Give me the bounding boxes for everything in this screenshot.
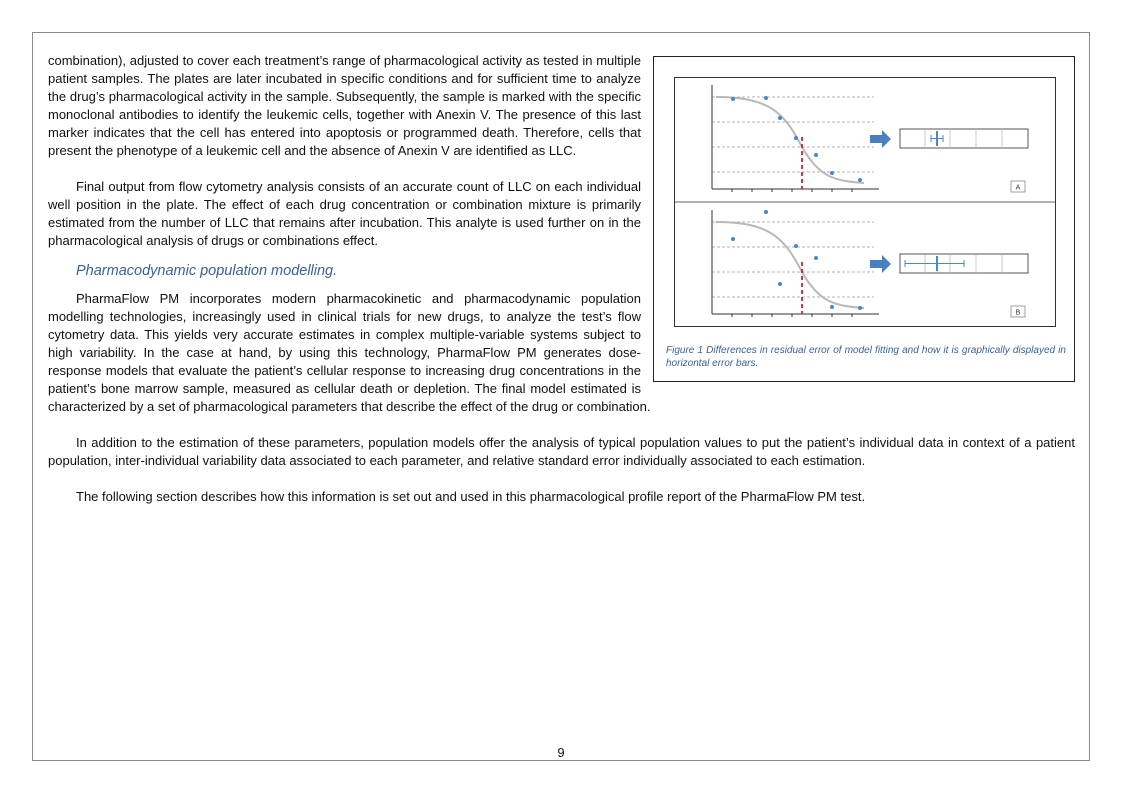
document-body xyxy=(48,52,1075,506)
paragraph-3: PharmaFlow PM incorporates modern pharmacokinetic and pharmacodynamic population modelling technologies, increasingly used in clinical trials for new drugs, to analyze the test’s flow cytometry data. This yields very accurate estimates in complex multiple-variable systems subject to high variability. In the case at hand, by using this technology, PharmaFlow PM generates dose-response models that evaluate the patient’s cellular response to increasing drug concentrations in the patient’s bone marrow sample, measured as cellular death or depletion. The final model estimated is characterized by a set of pharmacological parameters that describe the effect of the drug or combination. xyxy=(48,291,651,414)
figure-1-image xyxy=(674,77,1056,327)
page-number: 9 xyxy=(557,745,565,760)
panel-b-point xyxy=(731,237,735,241)
figure-caption: Figure 1 Differences in residual error of model fitting and how it is graphically displayed in horizontal error bars. xyxy=(666,345,1066,369)
panel-b-point xyxy=(764,210,768,214)
panel-a-point xyxy=(731,97,735,101)
panel-a-error-bar-box xyxy=(900,129,1028,148)
panel-b-error-bar-box xyxy=(900,254,1028,273)
panel-b-point xyxy=(858,306,862,310)
panel-a-point xyxy=(778,116,782,120)
panel-a-point xyxy=(764,96,768,100)
section-heading: Pharmacodynamic population modelling. xyxy=(76,263,338,279)
paragraph-2: Final output from flow cytometry analysis consists of an accurate count of LLC on each individual well position in the plate. The effect of each drug concentration or combination mixture is primarily estimated from the number of LLC that remains after incubation. This analyte is used further on in the pharmacological analysis of drugs or combinations effect. xyxy=(48,179,641,248)
panel-b-badge xyxy=(1011,306,1025,317)
paragraph-1: combination), adjusted to cover each treatment’s range of pharmacological activity as tested in multiple patient samples. The plates are later incubated in specific conditions and for sufficient time to analyze the drug’s pharmacological activity in the sample. Subsequently, the sample is marked with the specific monoclonal antibodies to identify the leukemic cells, together with Anexin V. The presence of this last marker indicates that the cell has entered into apoptosis or programmed death. Therefore, cells that present the phenotype of a leukemic cell and the absence of Anexin V are identified as LLC. xyxy=(48,53,641,158)
panel-a-label: A xyxy=(1015,184,1021,192)
paragraph-5: The following section describes how this information is set out and used in this pharmacological profile report of the PharmaFlow PM test. xyxy=(76,489,866,504)
panel-b-point xyxy=(814,256,818,260)
panel-a-point xyxy=(814,153,818,157)
figure-1 xyxy=(653,56,1075,382)
panel-b-point xyxy=(830,305,834,309)
panel-a-point xyxy=(858,178,862,182)
panel-b-label: B xyxy=(1015,309,1021,317)
panel-b-point xyxy=(794,244,798,248)
panel-a-point xyxy=(794,136,798,140)
panel-a-point xyxy=(830,171,834,175)
paragraph-4: In addition to the estimation of these parameters, population models offer the analysis of typical population values to put the patient’s individual data in context of a patient population, inter-individual variability data associated to each parameter, and relative standard error individually associated to each estimation. xyxy=(48,435,1075,468)
panel-b-point xyxy=(778,282,782,286)
panel-a-badge xyxy=(1011,181,1025,192)
